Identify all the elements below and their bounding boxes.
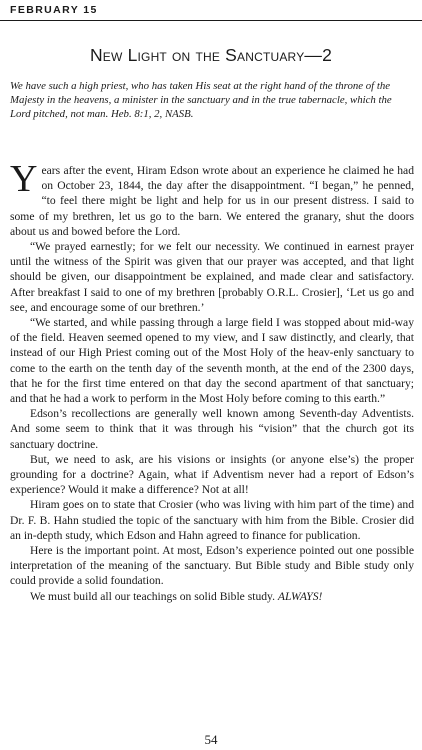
paragraph-1 — [10, 158, 414, 239]
page-number: 54 — [204, 732, 218, 747]
paragraph-3: “We started, and while passing through a large field I was stopped about mid-way of the field. Heaven seemed opened to my view, and I saw distinctly, and clearly, that instead of our High Priest coming out of the Most Holy of the heav-enly sanctuary to come to the earth on the tenth day of the seventh month, at the end of the 2300 days, that he for the first time entered on that day the second apartment of that sanctuary; and that he had a work to perform in the Most Holy before coming to this earth.” — [10, 316, 414, 406]
page-title: New Light on the Sanctuary—2 — [89, 45, 333, 65]
page-date: FEBRUARY 15 — [10, 4, 98, 16]
paragraph-1-text: ears after the event, Hiram Edson wrote about an experience he claimed he had on October 23, 1844, the day after the disappointment. “I began,” he penned, “to feel there might be light and help for us in our present distress. I said to some of my brethren, let us go to the barn. We entered the granary, shut the doors about us and bowed before the Lord. — [10, 164, 414, 238]
paragraph-7: Here is the important point. At most, Edson’s experience pointed out one possible interpretation of the meaning of the sanctuary. But Bible study and Bible study only could provide a solid foundation. — [10, 544, 414, 588]
closing-emphasis: ALWAYS! — [277, 589, 323, 603]
paragraph-4: Edson’s recollections are generally well known among Seventh-day Adventists. And some seem to think that it was through his “vision” that the church got its sanctuary doctrine. — [10, 407, 414, 451]
header-rule — [0, 20, 422, 21]
paragraph-5: But, we need to ask, are his visions or insights (or anyone else’s) the proper grounding for a doctrine? Again, what if Adventism never had a report of Edson’s experience? Would it make a difference? Not at all! — [10, 452, 414, 497]
paragraph-8-text: We must build all our teachings on solid Bible study. — [30, 589, 275, 603]
drop-cap: Y — [10, 158, 38, 200]
paragraph-2: “We prayed earnestly; for we felt our necessity. We continued in earnest prayer until the witness of the Spirit was given that our prayer was accepted, and that light should be given, our disappointment be explained, and made clear and satisfactory. After breakfast I said to one of my brethren [probably O.R.L. Crosier], ‘Let us go and see, and encourage some of our brethren.’ — [10, 240, 414, 314]
paragraph-8 — [10, 589, 414, 604]
epigraph-verse: We have such a high priest, who has taken His seat at the right hand of the throne of the Majesty in the heavens, a minister in the sanctuary and in the true tabernacle, which the Lord pitched, not man. Heb. 8:1, 2, NASB. — [10, 80, 392, 120]
body-text — [10, 158, 414, 604]
paragraph-6: Hiram goes on to state that Crosier (who was living with him part of the time) and Dr. F. B. Hahn studied the topic of the sanctuary with him from the Bible. Crosier did an in-depth study, which Edson and Hahn agreed to finance for publication. — [10, 498, 414, 542]
